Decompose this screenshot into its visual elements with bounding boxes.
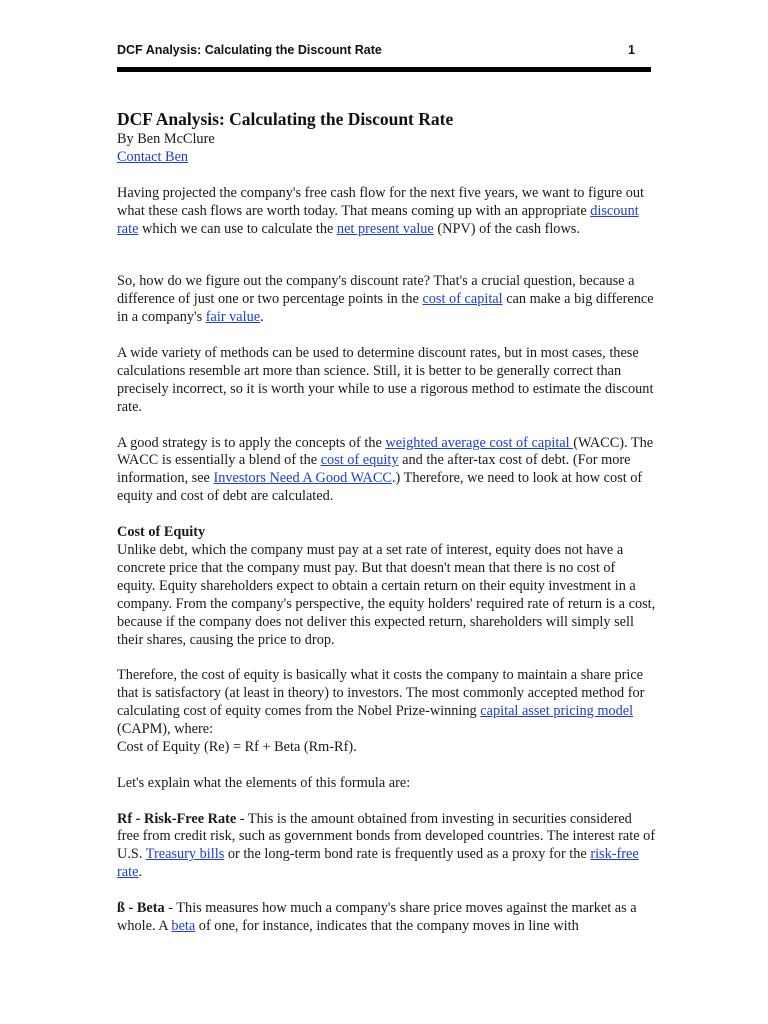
paragraph-elements-intro: Let's explain what the elements of this formula are: bbox=[117, 774, 411, 791]
header-title: DCF Analysis: Calculating the Discount Rate bbox=[117, 43, 382, 57]
text: can make a big difference in a company's bbox=[117, 291, 654, 326]
term-risk-free-rate: Rf - Risk-Free Rate bbox=[117, 810, 237, 827]
wacc-link[interactable]: weighted average cost of capital bbox=[385, 434, 574, 451]
text: (CAPM), where: bbox=[117, 721, 214, 738]
cost-of-capital-link[interactable]: cost of capital bbox=[422, 291, 503, 308]
text: .) Therefore, we need to look at how cost of equity and cost of debt are calculated. bbox=[117, 470, 643, 505]
byline: By Ben McClure bbox=[117, 131, 215, 147]
investors-need-good-wacc-link[interactable]: Investors Need A Good WACC bbox=[213, 470, 392, 487]
contact-ben-link[interactable]: Contact Ben bbox=[117, 148, 189, 165]
article-body bbox=[117, 107, 657, 954]
running-header bbox=[117, 43, 651, 63]
section-heading: Cost of Equity bbox=[117, 524, 206, 541]
discount-rate-link[interactable]: discount rate bbox=[117, 202, 639, 237]
paragraph-beta bbox=[117, 900, 657, 936]
text: or the long-term bond rate is frequently used as a proxy for the bbox=[224, 846, 591, 863]
text: - This is the amount obtained from investing in securities considered free from credit risk, such as government bonds from developed countries. The interest rate of U.S. bbox=[117, 810, 656, 863]
paragraph-cost-of-equity bbox=[117, 524, 657, 649]
term-beta: ß - Beta bbox=[117, 900, 165, 917]
treasury-bills-link[interactable]: Treasury bills bbox=[145, 846, 225, 863]
paragraph-methods: A wide variety of methods can be used to determine discount rates, but in most cases, these calculations resemble art more than science. Still, it is better to be generally correct than precisely incorrect, so it is worth your while to use a rigorous method to estimate the discount rate. bbox=[117, 345, 654, 415]
beta-link[interactable]: beta bbox=[171, 917, 196, 934]
text: Unlike debt, which the company must pay at a set rate of interest, equity does not have a concrete price that the company must pay. But that doesn't mean that there is no cost of equity. Equity shareholders expect to obtain a certain return on their equity investment in a company. From the company's perspective, the equity holders' required rate of return is a cost, because if the company does not deliver this expected return, shareholders will simply sell their shares, causing the price to drop. bbox=[117, 541, 656, 648]
capm-link[interactable]: capital asset pricing model bbox=[480, 703, 634, 720]
paragraph-capm bbox=[117, 667, 657, 757]
paragraph-discount-question bbox=[117, 273, 657, 327]
page-number: 1 bbox=[628, 43, 635, 57]
paragraph-risk-free-rate bbox=[117, 811, 657, 883]
text: A good strategy is to apply the concepts of the bbox=[117, 434, 386, 451]
text: Having projected the company's free cash flow for the next five years, we want to figure out what these cash flows are worth today. That means coming up with an appropriate bbox=[117, 184, 645, 219]
text: (WACC). The WACC is essentially a blend of the bbox=[117, 434, 654, 469]
cost-of-equity-link[interactable]: cost of equity bbox=[320, 452, 399, 469]
text: . bbox=[138, 864, 143, 881]
text: (NPV) of the cash flows. bbox=[433, 220, 580, 237]
paragraph-intro bbox=[117, 185, 657, 239]
byline-block bbox=[117, 131, 657, 167]
text: which we can use to calculate the bbox=[138, 220, 337, 237]
text: Therefore, the cost of equity is basically what it costs the company to maintain a share price that is satisfactory (at least in theory) to investors. The most commonly accepted method for calculating cost of equity comes from the Nobel Prize-winning bbox=[117, 667, 645, 720]
fair-value-link[interactable]: fair value bbox=[205, 309, 261, 326]
text: . bbox=[260, 309, 264, 326]
text: of one, for instance, indicates that the company moves in line with bbox=[195, 917, 579, 934]
header-rule bbox=[117, 67, 651, 72]
text: - This measures how much a company's share price moves against the market as a whole. A bbox=[117, 900, 637, 934]
paragraph-wacc bbox=[117, 435, 657, 507]
net-present-value-link[interactable]: net present value bbox=[336, 220, 434, 237]
text: So, how do we figure out the company's discount rate? That's a crucial question, because a difference of just one or two percentage points in the bbox=[117, 273, 635, 308]
text: and the after-tax cost of debt. (For more information, see bbox=[117, 452, 631, 487]
risk-free-rate-link[interactable]: risk-free rate bbox=[117, 846, 639, 881]
article-title: DCF Analysis: Calculating the Discount Rate bbox=[117, 109, 454, 129]
capm-formula: Cost of Equity (Re) = Rf + Beta (Rm-Rf). bbox=[117, 738, 357, 755]
